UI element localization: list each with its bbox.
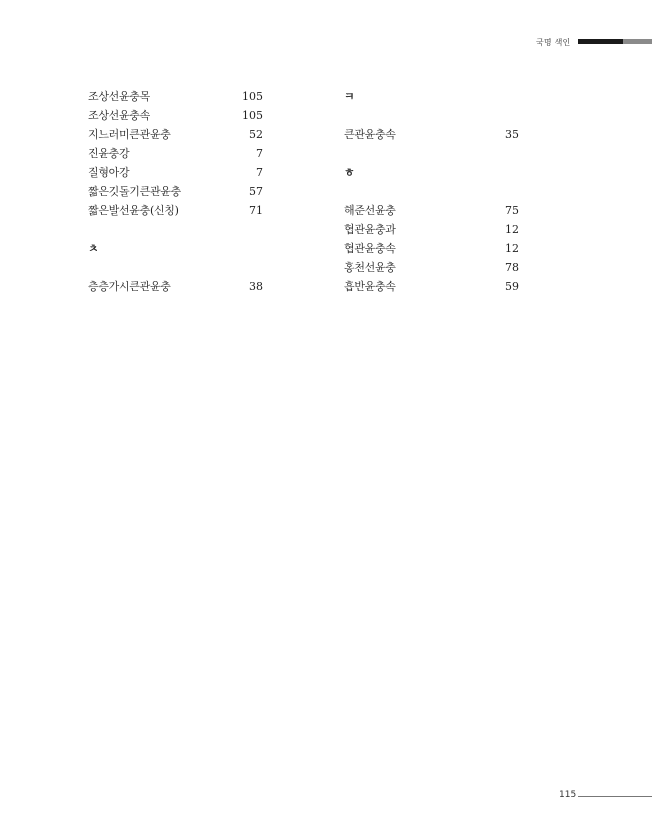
- index-entry: [88, 125, 263, 144]
- index-entry: [88, 163, 263, 182]
- header-bar-dark: [578, 39, 623, 44]
- index-term: 조상선윤충속: [88, 109, 150, 122]
- index-entry: [88, 201, 263, 220]
- header-bar-grey: [623, 39, 652, 44]
- index-entry: [344, 277, 519, 296]
- index-section-letter: ㅊ: [88, 242, 99, 255]
- index-column-right: [344, 87, 519, 296]
- index-term: 층층가시큰관윤충: [88, 280, 171, 293]
- index-entry: [344, 220, 519, 239]
- page-number: 115: [559, 790, 577, 800]
- index-entry: [344, 239, 519, 258]
- index-page: 12: [505, 242, 519, 255]
- index-entry: [344, 125, 519, 144]
- index-entry: [88, 182, 263, 201]
- index-page: 59: [505, 280, 519, 293]
- index-section-letter: ㅎ: [344, 166, 355, 179]
- index-page: 12: [505, 223, 519, 236]
- index-entry: [88, 87, 263, 106]
- section-gap: [88, 258, 263, 277]
- index-term: 짧은깃돌기큰관윤충: [88, 185, 181, 198]
- index-page: 7: [256, 147, 263, 160]
- index-term: 협관윤충속: [344, 242, 396, 255]
- index-entry: [88, 144, 263, 163]
- index-page: 78: [505, 261, 519, 274]
- footer-rule: [578, 796, 652, 797]
- index-page: 35: [505, 128, 519, 141]
- index-term: 질형아강: [88, 166, 130, 179]
- index-page: 52: [249, 128, 263, 141]
- index-term: 협관윤충과: [344, 223, 396, 236]
- index-page: 75: [505, 204, 519, 217]
- index-page: 71: [249, 204, 263, 217]
- index-term: 해준선윤충: [344, 204, 396, 217]
- index-entry: [88, 277, 263, 296]
- section-gap: [344, 106, 519, 125]
- index-entry: [88, 106, 263, 125]
- index-term: 큰관윤충속: [344, 128, 396, 141]
- section-gap: [344, 182, 519, 201]
- index-term: 진윤충강: [88, 147, 130, 160]
- index-page: 38: [249, 280, 263, 293]
- index-term: 조상선윤충목: [88, 90, 150, 103]
- section-gap: [344, 144, 519, 163]
- index-term: 흡반윤충속: [344, 280, 396, 293]
- index-term: 지느러미큰관윤충: [88, 128, 171, 141]
- index-entry: [344, 258, 519, 277]
- index-page: 105: [242, 90, 263, 103]
- index-page: 105: [242, 109, 263, 122]
- index-entry: [344, 201, 519, 220]
- section-gap: [88, 220, 263, 239]
- index-page: 57: [249, 185, 263, 198]
- index-page: 7: [256, 166, 263, 179]
- running-header-label: 국명 색인: [536, 38, 571, 47]
- index-section-letter: ㅋ: [344, 90, 355, 103]
- index-term: 짧은발선윤충(신칭): [88, 204, 179, 217]
- index-column-left: [88, 87, 263, 296]
- index-term: 홍천선윤충: [344, 261, 396, 274]
